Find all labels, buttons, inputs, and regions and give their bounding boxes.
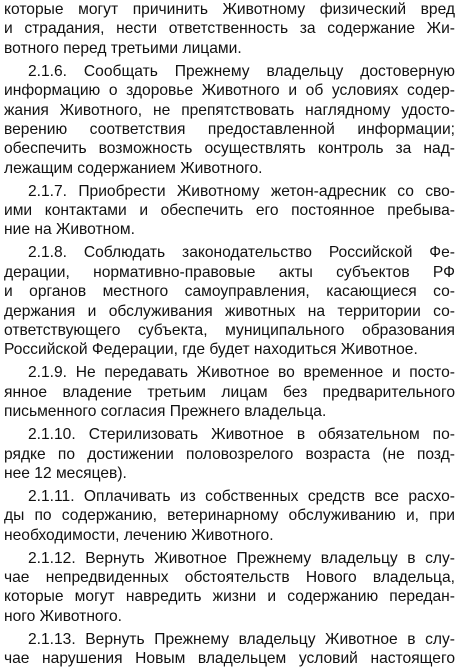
text-line: обеспечить возможность осуществлять контроль за над- (4, 140, 455, 158)
paragraph-clause-2-1-9 (4, 363, 455, 421)
text-line: которые могут навредить жизни и содержанию передан- (4, 588, 455, 606)
text-line: дерации, нормативно-правовые акты субъектов РФ (4, 263, 455, 281)
text-line: 2.1.13. Вернуть Прежнему владельцу Животное в слу- (28, 630, 455, 648)
paragraph-clause-2-1-6 (4, 62, 455, 178)
text-line: рядке по достижении половозрелого возраста (не позд- (4, 445, 455, 463)
text-line: и страдания, нести ответственность за содержание Жи- (4, 20, 455, 38)
paragraph-clause-2-1-7 (4, 182, 455, 240)
text-line: 2.1.9. Не передавать Животное во временное и посто- (28, 364, 455, 382)
text-line: чае нарушения Новым владельцем условий настоящего (4, 650, 455, 668)
document-page (4, 0, 455, 672)
text-line: 2.1.6. Сообщать Прежнему владельцу достоверную (28, 62, 455, 80)
text-line: 2.1.7. Приобрести Животному жетон-адресник со сво- (28, 182, 455, 200)
text-line: письменного согласия Прежнего владельца. (4, 403, 327, 421)
paragraph-clause-2-1-13 (4, 630, 455, 669)
text-line: ими контактами и обеспечить его постоянное пребыва- (4, 202, 455, 220)
paragraph-clause-2-1-8 (4, 243, 455, 359)
text-line: ды по содержанию, ветеринарному обслуживанию и, при (4, 507, 455, 525)
text-line: 2.1.8. Соблюдать законодательство Российской Фе- (28, 244, 455, 262)
text-line: вотного перед третьими лицами. (4, 39, 242, 57)
text-line: янное владение третьим лицам без предварительного (4, 383, 455, 401)
text-line: ответствующего субъекта, муниципального образования (4, 322, 455, 340)
text-line: жания Животного, не препятствовать наглядному удосто- (4, 101, 455, 119)
text-line: верению соответствия предоставленной информации; (4, 120, 455, 138)
text-line: нее 12 месяцев). (4, 464, 127, 482)
paragraph-clause-2-1-11 (4, 487, 455, 545)
text-line: чае непредвиденных обстоятельств Нового владельца, (4, 569, 455, 587)
paragraph-clause-2-1-10 (4, 425, 455, 483)
text-line: ние на Животном. (4, 221, 135, 239)
text-line: лежащим содержанием Животного. (4, 159, 263, 177)
text-line: держания и обслуживания животных на территории со- (4, 302, 455, 320)
paragraph-intro-tail (4, 0, 455, 58)
text-line: необходимости, лечению Животного. (4, 526, 274, 544)
text-line: 2.1.12. Вернуть Животное Прежнему владельцу в слу- (28, 549, 455, 567)
text-line: Российской Федерации, где будет находиться Животное. (4, 341, 418, 359)
text-line: информацию о здоровье Животного и об условиях содер- (4, 82, 455, 100)
text-line: которые могут причинить Животному физический вред (4, 1, 455, 18)
text-line: 2.1.10. Стерилизовать Животное в обязательном по- (28, 426, 455, 444)
text-line: 2.1.11. Оплачивать из собственных средств все расхо- (28, 487, 455, 505)
text-line: ного Животного. (4, 607, 122, 625)
text-line: и органов местного самоуправления, касающиеся со- (4, 283, 455, 301)
paragraph-clause-2-1-12 (4, 549, 455, 627)
